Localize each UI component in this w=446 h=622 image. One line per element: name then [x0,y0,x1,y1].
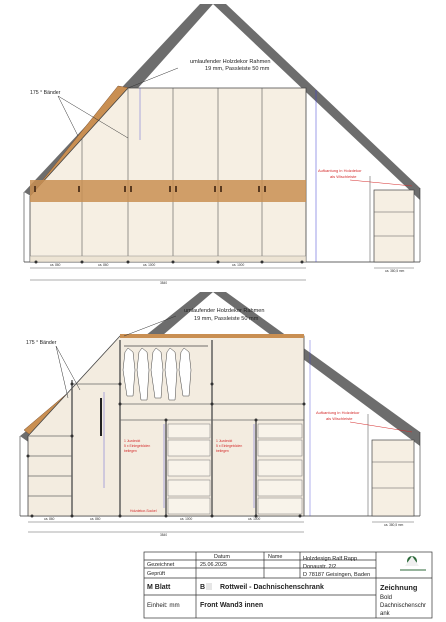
drawer-note-right-1: 1 Juzdeckt [216,439,233,443]
dim-2: ca. 860 [98,263,109,267]
hinge-note: 175 ° Bänder [30,90,61,96]
lower-elevation [20,292,420,537]
row-geprueft: Geprüft [147,571,165,577]
date: 25.06.2025 [200,562,227,568]
drawer-note-right-3: beilegen [216,449,229,453]
red-note-2: als Wischleiste [326,416,353,421]
project-title: Rottweil - Dachnischenschrank [220,584,324,591]
drawing-title: Front Wand3 innen [200,602,264,609]
frame-note-2: 19 mm, Passleiste 50 mm [205,66,270,72]
project-prefix: B [200,584,206,591]
dim-4: ca. 1000 [248,517,261,521]
street: Donaustr. 2/2 [303,564,337,570]
dim-4: ca. 1000 [232,263,245,267]
upper-elevation [24,4,420,285]
col-datum: Datum [214,554,230,560]
red-note-1: Aufkantung in Holzdekor [318,168,362,173]
einheit: Einheit: mm [147,602,180,609]
red-note-1: Aufkantung in Holzdekor [316,410,360,415]
col-name: Name [268,554,283,560]
dim-5: ca. 380,5 mm [384,523,404,527]
dim-total: 3840 [160,533,168,537]
frame-note-1: umlaufender Holzdekor Rahmen [184,308,265,314]
dim-5: ca. 380,5 mm [385,269,405,273]
cabinet-body [30,88,306,262]
row-gezeichnet: Gezeichnet [147,562,175,568]
title-block [144,552,432,618]
frame-note-1: umlaufender Holzdekor Rahmen [190,59,271,65]
red-note-2: als Wischleiste [330,174,357,179]
company: Holzdesign Ralf Rapp [303,556,358,562]
zeichnung-label: Zeichnung [380,583,418,592]
city: D 78187 Geisingen, Baden [303,572,371,578]
dim-2: ca. 860 [90,517,101,521]
dim-3: ca. 1000 [143,263,156,267]
redaction-block [206,583,212,590]
small-cabinet [372,440,414,516]
zeichnung-line-1: Bold [380,595,393,601]
dim-3: ca. 1000 [180,517,193,521]
blatt: M Blatt [147,584,171,591]
drawer-note-left-1: 1 Juzdeckt [124,439,141,443]
drawer-note-left-2: 5 x Einlegeböden [124,444,151,448]
frame-note-2: 19 mm, Passleiste 50 mm [194,316,259,322]
dim-1: ca. 860 [50,263,61,267]
bottom-note: Holzdekor-Sockel [130,509,157,513]
small-cabinet [374,190,414,262]
company-logo [400,556,426,570]
zeichnung-line-2: Dachnischenschr [380,603,427,609]
dim-total: 3840 [160,281,168,285]
drawer-note-right-2: 5 x Einlegeböden [216,444,243,448]
zeichnung-line-3: ank [380,611,390,617]
dim-1: ca. 860 [44,517,55,521]
drawer-note-left-3: beilegen [124,449,137,453]
hinge-note: 175 ° Bänder [26,340,57,346]
